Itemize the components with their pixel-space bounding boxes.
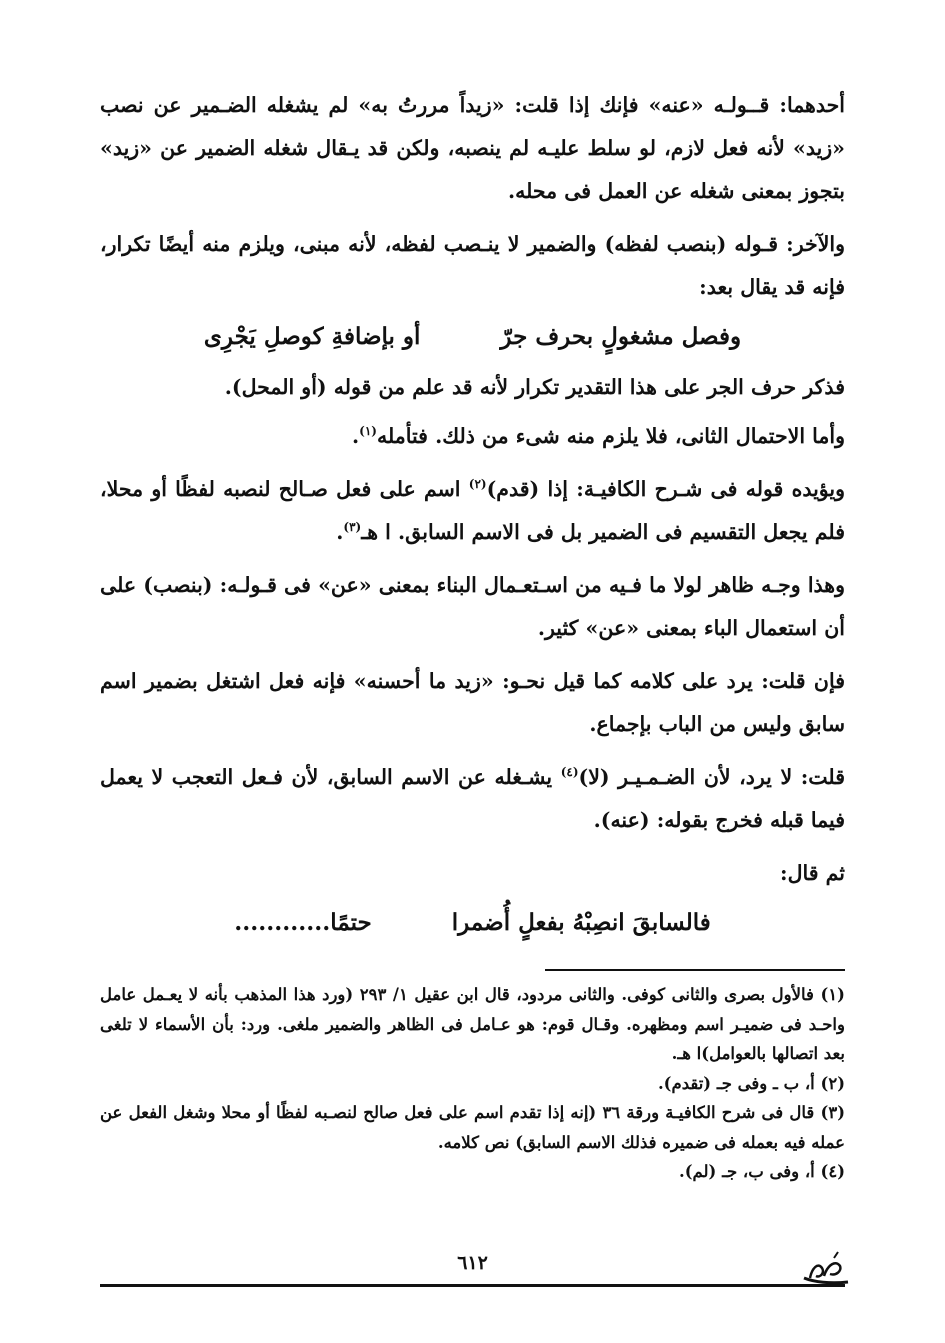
verse-line-2	[100, 901, 845, 944]
footnote-ref-1[interactable]: (١)	[359, 424, 377, 439]
footnotes	[100, 980, 845, 1187]
paragraph-8-text-b: يشـغله عن الاسم السابق، لأن فـعل التعجب لا يعمل فيما قبله فخرج بقوله: (عنه).	[100, 765, 845, 832]
verse-1-second-hemistich: أو بإضافةِ كوصلِ يَجْرِى	[203, 323, 421, 350]
paragraph-7: فإن قلت: يرد على كلامه كما قيل نحـو: «زيد ما أحسنه» فإنه فعل اشتغل بضمير اسم سابق وليس من الباب بإجماع.	[100, 669, 845, 736]
verse-intro: ثم قال:	[780, 861, 845, 885]
paragraph-6: وهذا وجـه ظاهر لولا ما فـيه من اسـتعـمال البناء بمعنى «عن» فى قـولـه: (بنصب) على أن استعمال الباء بمعنى «عن» كثير.	[100, 573, 845, 640]
handwritten-signature-mark	[800, 1238, 852, 1290]
verse-line-1	[100, 315, 845, 358]
paragraph-8	[100, 756, 845, 842]
paragraph-3: فذكر حرف الجر على هذا التقدير تكرار لأنه قد علم من قوله (أو المحل).	[224, 375, 845, 399]
verse-1-first-hemistich: وفصل مشغولٍ بحرف جرّ	[500, 323, 742, 350]
bottom-rule	[100, 1284, 845, 1287]
main-text	[100, 84, 845, 952]
paragraph-1: أحدهما: قــولـه «عنه» فإنك إذا قلت: «زيداً مررتُ به» لم يشغله الضـمير عن نصب «زيد» لأنه فعل لازم، لو سلط عليـه لم ينصبه، ولكن قد يـقال شغله الضمير عن «زيد» بتجوز بمعنى شغله عن العمل فى محله.	[100, 93, 845, 203]
paragraph-5-end: .	[336, 520, 344, 544]
footnote-divider	[545, 969, 845, 971]
footnote-3: (٣) قال فى شرح الكافيـة ورقة ٣٦ (إنه إذا تقدم اسم على فعل صالح لنصـبه لفظًا أو محلا وشغل الفعل عن عمله فيه بعمله فى ضميره فذلك الاسم السابق) نص كلامه.	[100, 1103, 845, 1152]
paragraph-5	[100, 468, 845, 554]
paragraph-2: والآخر: قـوله (بنصب لفظه) والضمير لا ينـصب لفظه، لأنه مبنى، ويلزم منه أيضًا تكرار، فإنه قد يقال بعد:	[100, 232, 845, 299]
footnote-ref-4[interactable]: (٤)	[560, 765, 579, 780]
verse-2-second-hemistich: حتمًا............	[234, 909, 372, 936]
paragraph-4-end: .	[352, 424, 360, 448]
paragraph-8-text-a: قلت: لا يرد، لأن الضـمـيـر (لا)	[578, 765, 845, 789]
paragraph-5-text-b: اسم على فعل صـالح لنصبه لفظًا أو محلا، فلم يجعل التقسيم فى الضمير بل فى الاسم السابق. ا هـ	[100, 477, 845, 544]
footnote-1: (١) فالأول بصرى والثانى كوفى. والثانى مردود، قال ابن عقيل ١/ ٢٩٣ (ورد هذا المذهب بأنه لا يعـمل عامل واحـد فى ضميـر اسم ومظهره. وقـال قوم: هو عـامل فى الظاهر والضمير ملغى. ورد: بأن الأسماء لا تلغى بعد اتصالها بالعوامل)ا هـ.	[100, 985, 845, 1063]
footnote-2: (٢) أ، ب ـ وفى جـ (تقدم).	[657, 1073, 845, 1093]
footnote-ref-3[interactable]: (٣)	[343, 520, 362, 535]
paragraph-5-text-a: ويؤيده قوله فى شـرح الكافيـة: إذا (قدم)	[486, 477, 845, 501]
footnote-4: (٤) أ، وفى ب، جـ (لم).	[679, 1162, 845, 1181]
footnote-ref-2[interactable]: (٢)	[468, 477, 487, 492]
paragraph-4	[100, 415, 845, 458]
page-number: ٦١٢	[457, 1252, 488, 1274]
verse-2-first-hemistich: فالسابقَ انصِبْهُ بفعلٍ أُضمرا	[451, 909, 711, 936]
paragraph-4-text: وأما الاحتمال الثانى، فلا يلزم منه شىء من ذلك. فتأمله	[376, 424, 845, 448]
